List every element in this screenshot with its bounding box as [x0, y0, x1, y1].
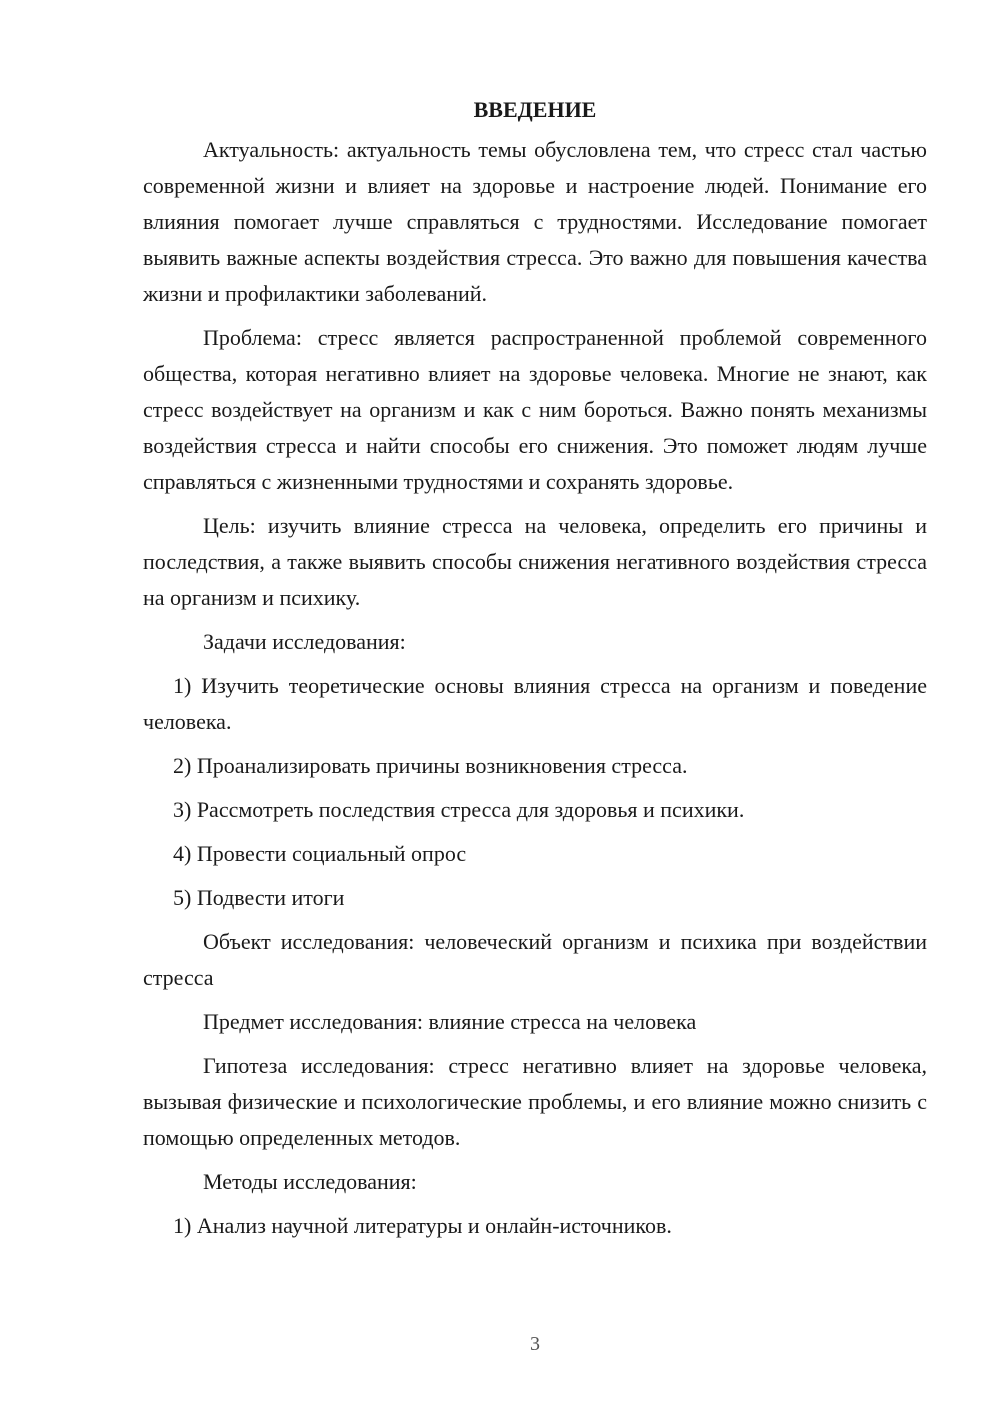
object-paragraph: Объект исследования: человеческий организм и психика при воздействии стресса	[143, 929, 927, 990]
hypothesis-paragraph: Гипотеза исследования: стресс негативно влияет на здоровье человека, вызывая физические и психологические проблемы, и его влияние можно снизить с помощью определенных методов.	[143, 1053, 927, 1150]
page-content	[143, 92, 927, 1252]
goal-paragraph: Цель: изучить влияние стресса на человека, определить его причины и последствия, а также выявить способы снижения негативного воздействия стресса на организм и психику.	[143, 513, 927, 610]
task-item-3: 3) Рассмотреть последствия стресса для здоровья и психики.	[173, 797, 745, 822]
methods-heading: Методы исследования:	[203, 1169, 417, 1194]
method-item-1: 1) Анализ научной литературы и онлайн-источников.	[173, 1213, 672, 1238]
subject-paragraph: Предмет исследования: влияние стресса на человека	[203, 1009, 697, 1034]
tasks-heading: Задачи исследования:	[203, 629, 406, 654]
problem-paragraph: Проблема: стресс является распространенной проблемой современного общества, которая негативно влияет на здоровье человека. Многие не знают, как стресс воздействует на организм и как с ним бороться. Важно понять механизмы воздействия стресса и найти способы его снижения. Это поможет людям лучше справляться с жизненными трудностями и сохранять здоровье.	[143, 325, 927, 494]
actuality-paragraph: Актуальность: актуальность темы обусловлена тем, что стресс стал частью современной жизни и влияет на здоровье и настроение людей. Понимание его влияния помогает лучше справляться с трудностями. Исследование помогает выявить важные аспекты воздействия стресса. Это важно для повышения качества жизни и профилактики заболеваний.	[143, 137, 927, 306]
task-item-2: 2) Проанализировать причины возникновения стресса.	[173, 753, 688, 778]
task-item-1: 1) Изучить теоретические основы влияния стресса на организм и поведение человека.	[143, 673, 927, 734]
task-item-5: 5) Подвести итоги	[173, 885, 345, 910]
section-title: ВВЕДЕНИЕ	[473, 97, 597, 122]
task-item-4: 4) Провести социальный опрос	[173, 841, 467, 866]
page-number: 3	[530, 1333, 540, 1355]
